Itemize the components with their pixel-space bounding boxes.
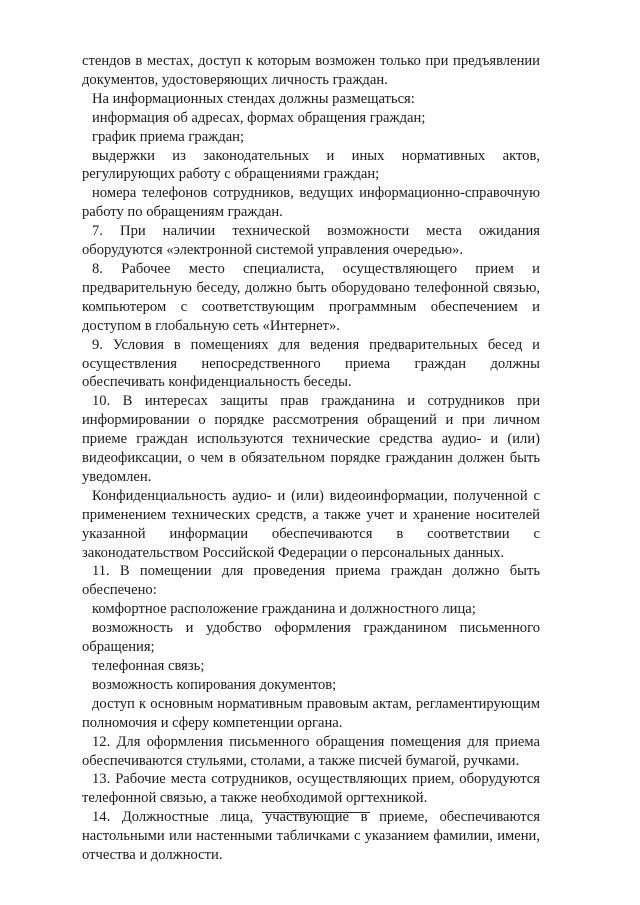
- paragraph-stands-item-addresses: информация об адресах, формах обращения граждан;: [92, 109, 426, 126]
- paragraph-item-9: 9. Условия в помещениях для ведения предварительных бесед и осуществления непосредственного приема граждан должны обеспечивать конфиденциальность беседы.: [82, 336, 540, 391]
- paragraph-continuation: стендов в местах, доступ к которым возможен только при предъявлении документов, удостоверяющих личность граждан.: [82, 53, 540, 88]
- paragraph-item-10: 10. В интересах защиты прав гражданина и сотрудников при информировании о порядке рассмотрения обращений и при личном приеме граждан используются технические средства аудио- и (или) видеофиксации, о чем в обязательном порядке гражданин должен быть уведомлен.: [82, 393, 540, 485]
- end-separator-line: [262, 812, 370, 813]
- paragraph-stands-heading: На информационных стендах должны размещаться:: [92, 90, 415, 107]
- paragraph-confidentiality: Конфиденциальность аудио- и (или) видеоинформации, полученной с применением технических средств, а также учет и хранение носителей указанной информации обеспечиваются в соответствии с законодательством Российской Федерации о персональных данных.: [82, 487, 540, 561]
- paragraph-item-11-writing: возможность и удобство оформления гражданином письменного обращения;: [82, 620, 540, 656]
- paragraph-stands-item-schedule: график приема граждан;: [92, 128, 245, 145]
- paragraph-item-11-copying: возможность копирования документов;: [92, 676, 337, 693]
- paragraph-item-11-comfort: комфортное расположение гражданина и должностного лица;: [92, 601, 476, 618]
- paragraph-item-13: 13. Рабочие места сотрудников, осуществляющих прием, оборудуются телефонной связью, а также необходимой оргтехникой.: [82, 771, 540, 807]
- paragraph-item-11-phone: телефонная связь;: [92, 658, 205, 674]
- paragraph-item-11-access: доступ к основным нормативным правовым актам, регламентирующим полномочия и сферу компетенции органа.: [82, 695, 540, 731]
- document-body: [82, 52, 540, 865]
- paragraph-stands-item-phones: номера телефонов сотрудников, ведущих информационно-справочную работу по обращениям граждан.: [82, 185, 540, 221]
- paragraph-item-7: 7. При наличии технической возможности места ожидания оборудуются «электронной системой управления очередью».: [82, 223, 540, 259]
- paragraph-item-11: 11. В помещении для проведения приема граждан должно быть обеспечено:: [82, 563, 540, 599]
- paragraph-item-14: 14. Должностные лица, участвующие в приеме, обеспечиваются настольными или настенными табличками с указанием фамилии, имени, отчества и должности.: [82, 809, 540, 864]
- paragraph-stands-item-excerpts: выдержки из законодательных и иных нормативных актов, регулирующих работу с обращениями граждан;: [82, 147, 540, 183]
- paragraph-item-12: 12. Для оформления письменного обращения помещения для приема обеспечиваются стульями, столами, а также писчей бумагой, ручками.: [82, 733, 540, 769]
- paragraph-item-8: 8. Рабочее место специалиста, осуществляющего прием и предварительную беседу, должно быть оборудовано телефонной связью, компьютером с соответствующим программным обеспечением и доступом в глобальную сеть «Интернет».: [82, 260, 540, 334]
